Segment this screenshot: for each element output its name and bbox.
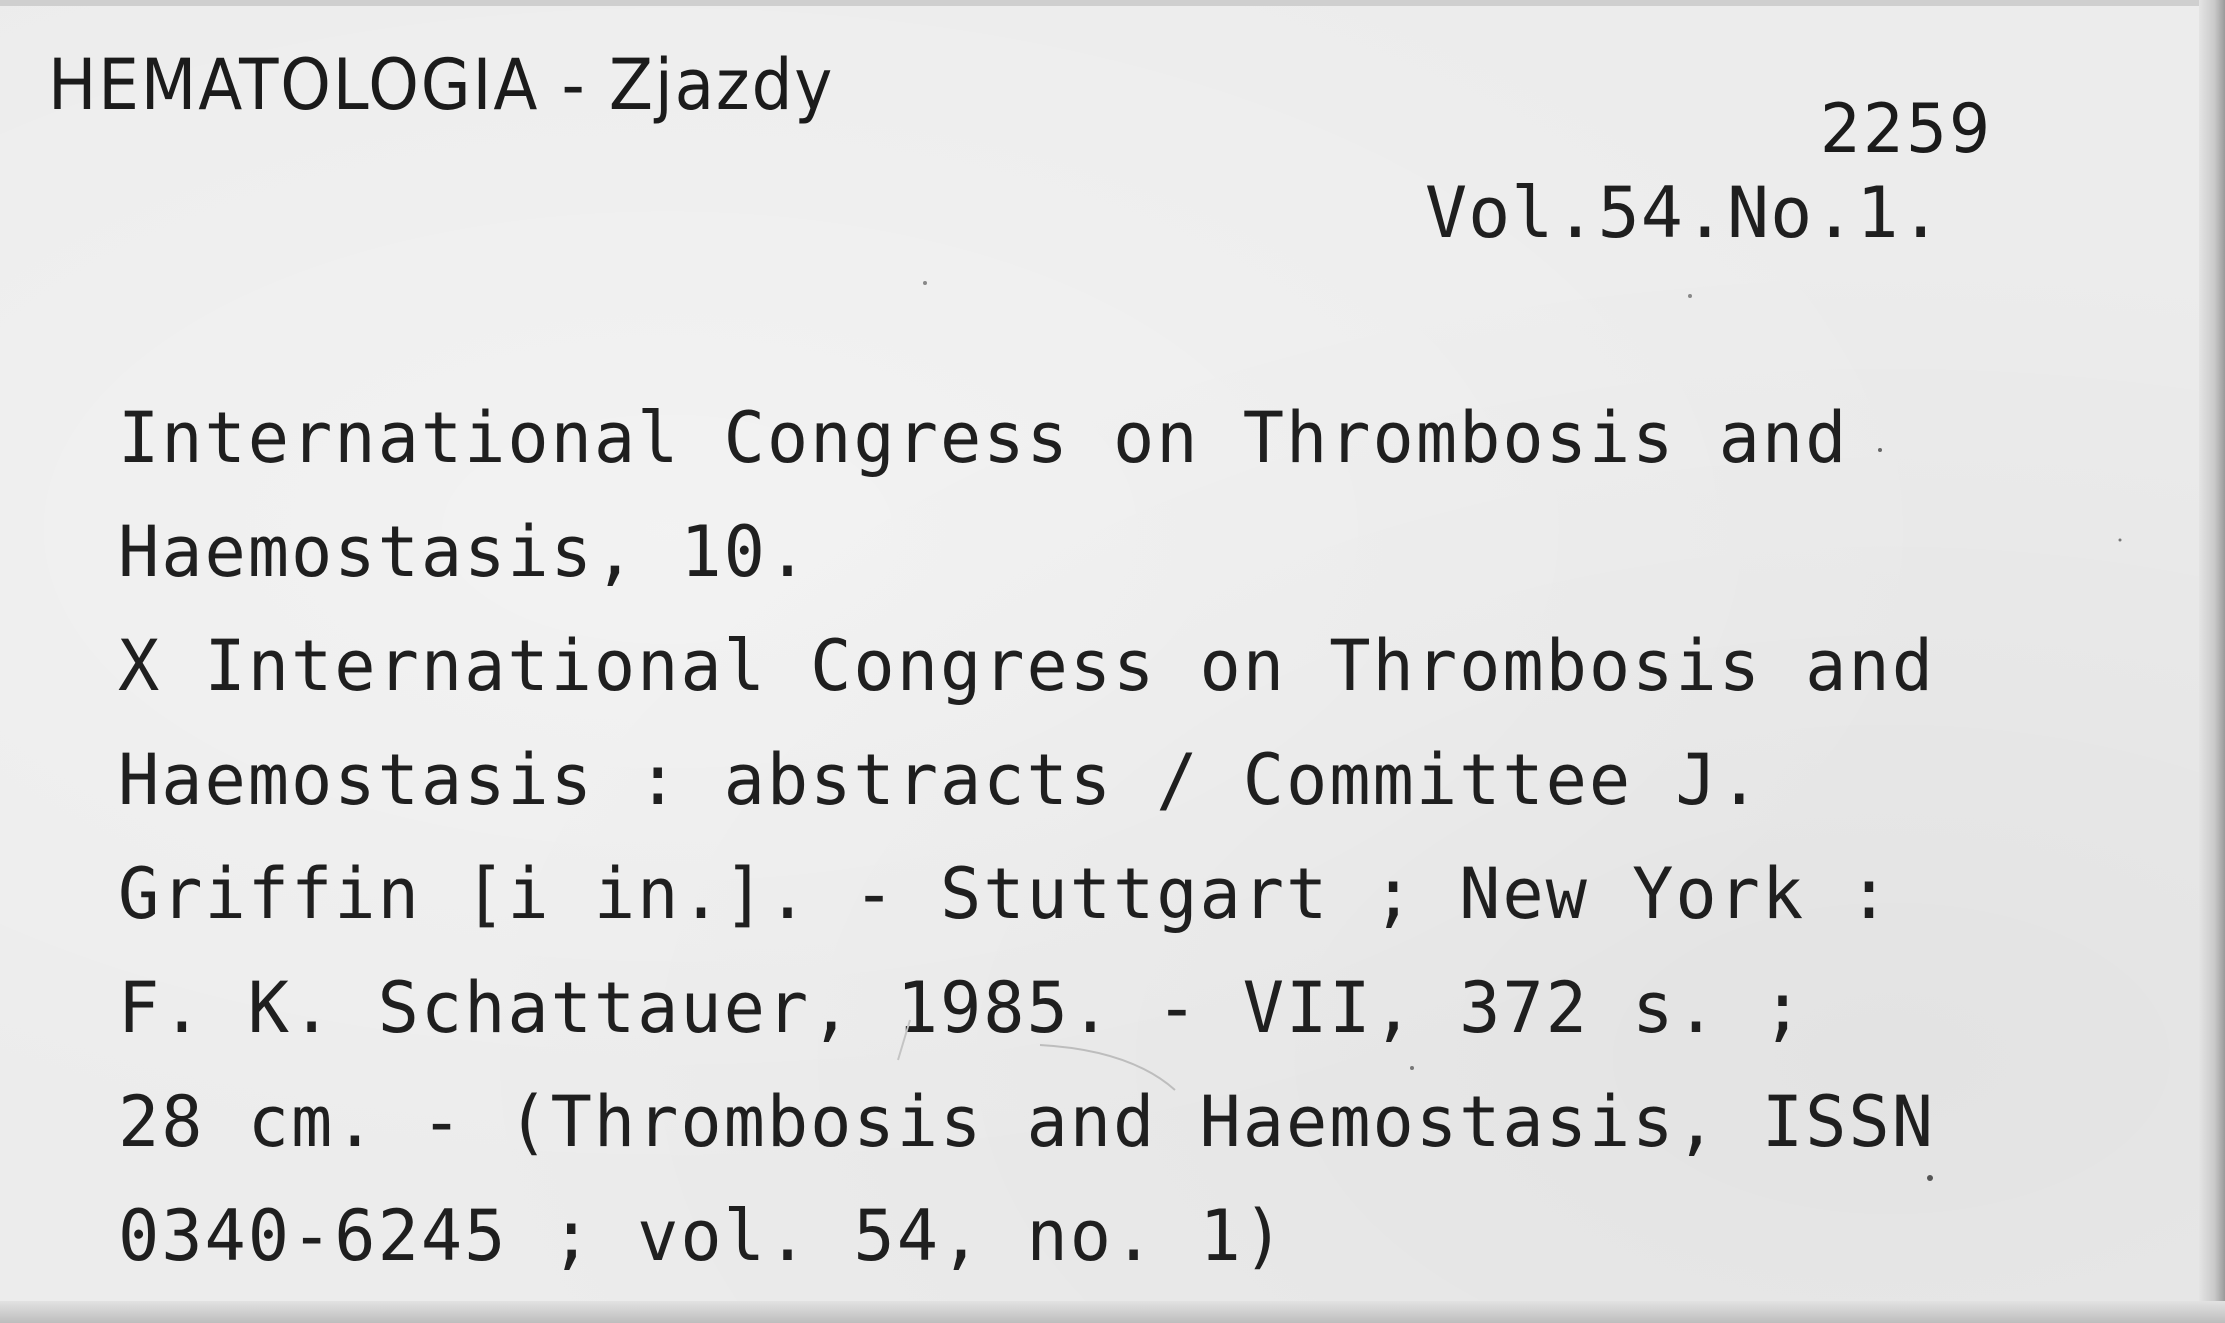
entry-line: International Congress on Thrombosis and	[118, 397, 1849, 479]
card-top-edge	[0, 0, 2225, 6]
entry-line: 28 cm. - (Thrombosis and Haemostasis, ISSN	[118, 1081, 1935, 1163]
entry-line: Griffin [i in.]. - Stuttgart ; New York :	[118, 853, 1892, 935]
entry-line: Haemostasis, 10.	[118, 511, 811, 593]
entry-line: 0340-6245 ; vol. 54, no. 1)	[118, 1195, 1287, 1277]
volume-number: Vol.54.No.1.	[1425, 172, 1943, 254]
handwritten-call-number: 2259	[1820, 90, 1993, 169]
handwritten-subject-heading: HEMATOLOGIA - Zjazdy	[48, 44, 835, 126]
entry-line: Haemostasis : abstracts / Committee J.	[118, 739, 1762, 821]
bibliographic-entry	[118, 362, 2208, 1312]
entry-line: X International Congress on Thrombosis and	[118, 625, 1935, 707]
entry-line: F. K. Schattauer, 1985. - VII, 372 s. ;	[118, 967, 1806, 1049]
